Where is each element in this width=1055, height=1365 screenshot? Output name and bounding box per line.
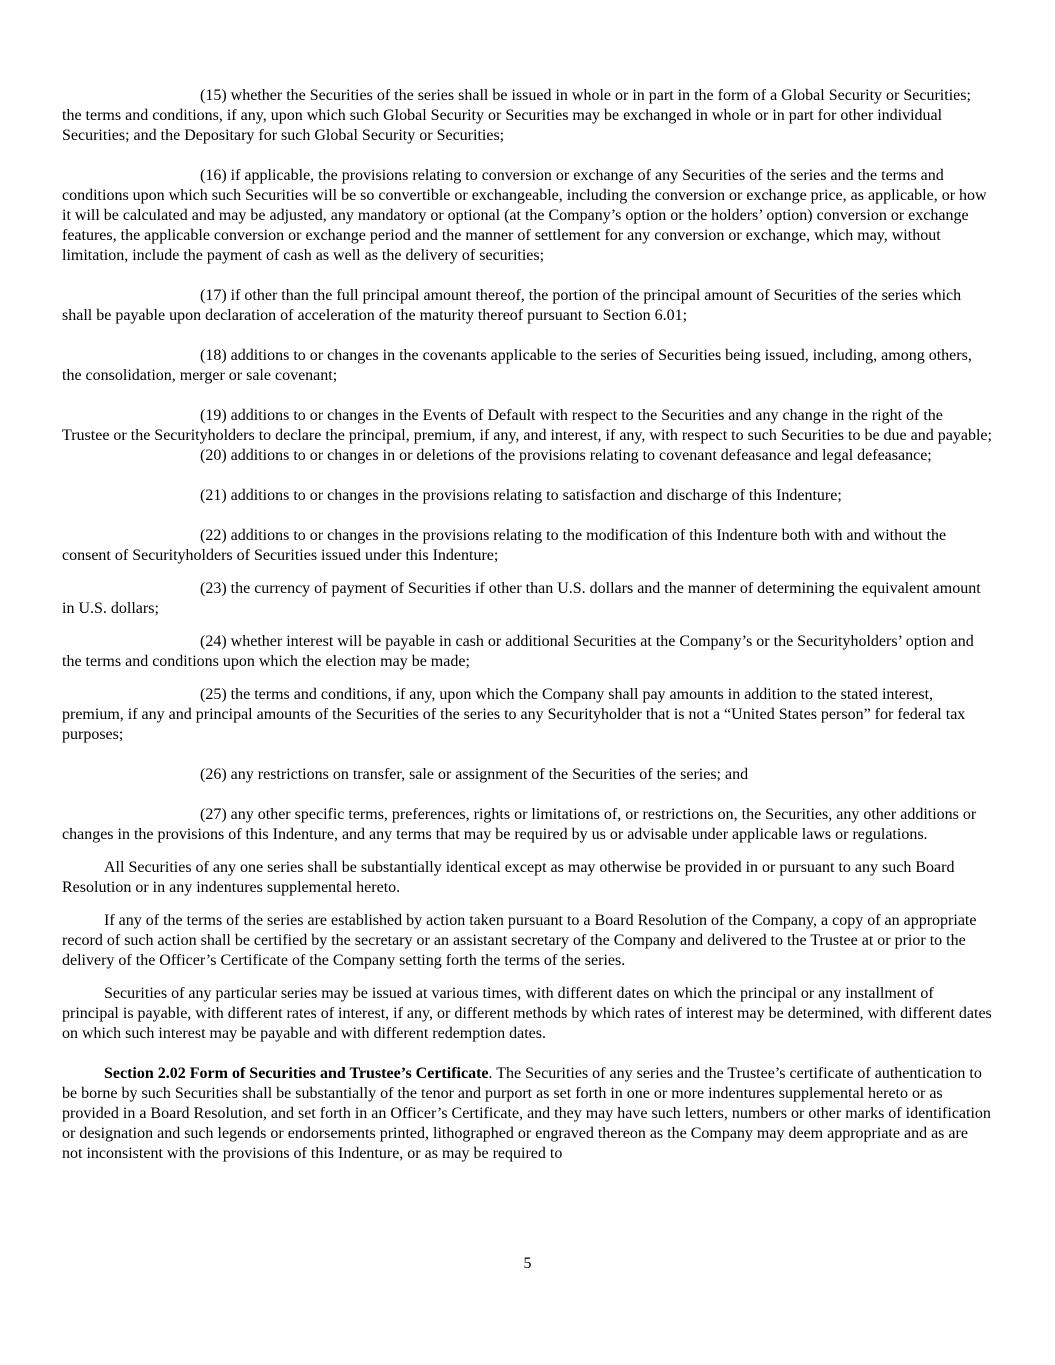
section-2-02: [62, 1064, 992, 1164]
page-number: 5: [523, 1255, 532, 1272]
section-heading: Section 2.02 Form of Securities and Trustee’s Certificate: [104, 1065, 489, 1082]
clause-26: (26) any restrictions on transfer, sale or assignment of the Securities of the series; and: [200, 766, 749, 783]
section-body: . The Securities of any series and the Trustee’s certificate of authentication to be borne by such Securities shall be substantially of the tenor and purport as set forth in one or more indentures supplemental hereto or as provided in a Board Resolution, and set forth in an Officer’s Certificate, and they may have such letters, numbers or other marks of identification or designation and such legends or endorsements printed, lithographed or engraved thereon as the Company may deem appropriate and as are not inconsistent with the provisions of this Indenture, or as may be required to: [62, 1065, 991, 1162]
clause-27: (27) any other specific terms, preferences, rights or limitations of, or restrictions on, the Securities, any other additions or changes in the provisions of this Indenture, and any terms that may be required by us or advisable under applicable laws or regulations.: [62, 806, 977, 843]
clause-25: (25) the terms and conditions, if any, upon which the Company shall pay amounts in addition to the stated interest, premium, if any and principal amounts of the Securities of the series to any Securityholder that is not a “United States person” for federal tax purposes;: [62, 686, 966, 743]
paragraph-issuance-times: Securities of any particular series may be issued at various times, with different dates on which the principal or any installment of principal is payable, with different rates of interest, if any, or different methods by which rates of interest may be determined, with different dates on which such interest may be payable and with different redemption dates.: [62, 985, 992, 1042]
clause-16: (16) if applicable, the provisions relating to conversion or exchange of any Securities of the series and the terms and conditions upon which such Securities will be so convertible or exchangeable, including the conversion or exchange price, as applicable, or how it will be calculated and may be adjusted, any mandatory or optional (at the Company’s option or the holders’ option) conversion or exchange features, the applicable conversion or exchange period and the manner of settlement for any conversion or exchange, which may, without limitation, include the payment of cash as well as the delivery of securities;: [62, 167, 987, 264]
clause-19: (19) additions to or changes in the Events of Default with respect to the Securities and any change in the right of the Trustee or the Securityholders to declare the principal, premium, if any, and interest, if any, with respect to such Securities to be due and payable;: [62, 407, 992, 444]
clause-23: (23) the currency of payment of Securities if other than U.S. dollars and the manner of determining the equivalent amount in U.S. dollars;: [62, 580, 981, 617]
clause-22: (22) additions to or changes in the provisions relating to the modification of this Indenture both with and without the consent of Securityholders of Securities issued under this Indenture;: [62, 527, 947, 564]
clause-21: (21) additions to or changes in the provisions relating to satisfaction and discharge of this Indenture;: [200, 487, 842, 504]
paragraph-identical-series: All Securities of any one series shall be substantially identical except as may otherwise be provided in or pursuant to any such Board Resolution or in any indentures supplemental hereto.: [62, 859, 955, 896]
clause-20: (20) additions to or changes in or deletions of the provisions relating to covenant defeasance and legal defeasance;: [200, 447, 932, 464]
document-page: [62, 86, 992, 1164]
paragraph-board-resolution: If any of the terms of the series are established by action taken pursuant to a Board Resolution of the Company, a copy of an appropriate record of such action shall be certified by the secretary or an assistant secretary of the Company and delivered to the Trustee at or prior to the delivery of the Officer’s Certificate of the Company setting forth the terms of the series.: [62, 912, 977, 969]
clause-15: (15) whether the Securities of the series shall be issued in whole or in part in the form of a Global Security or Securities; the terms and conditions, if any, upon which such Global Security or Securities may be exchanged in whole or in part for other individual Securities; and the Depositary for such Global Security or Securities;: [62, 87, 971, 144]
clause-24: (24) whether interest will be payable in cash or additional Securities at the Company’s or the Securityholders’ option and the terms and conditions upon which the election may be made;: [62, 633, 974, 670]
clause-18: (18) additions to or changes in the covenants applicable to the series of Securities being issued, including, among others, the consolidation, merger or sale covenant;: [62, 347, 972, 384]
clause-17: (17) if other than the full principal amount thereof, the portion of the principal amount of Securities of the series which shall be payable upon declaration of acceleration of the maturity thereof pursuant to Section 6.01;: [62, 287, 962, 324]
